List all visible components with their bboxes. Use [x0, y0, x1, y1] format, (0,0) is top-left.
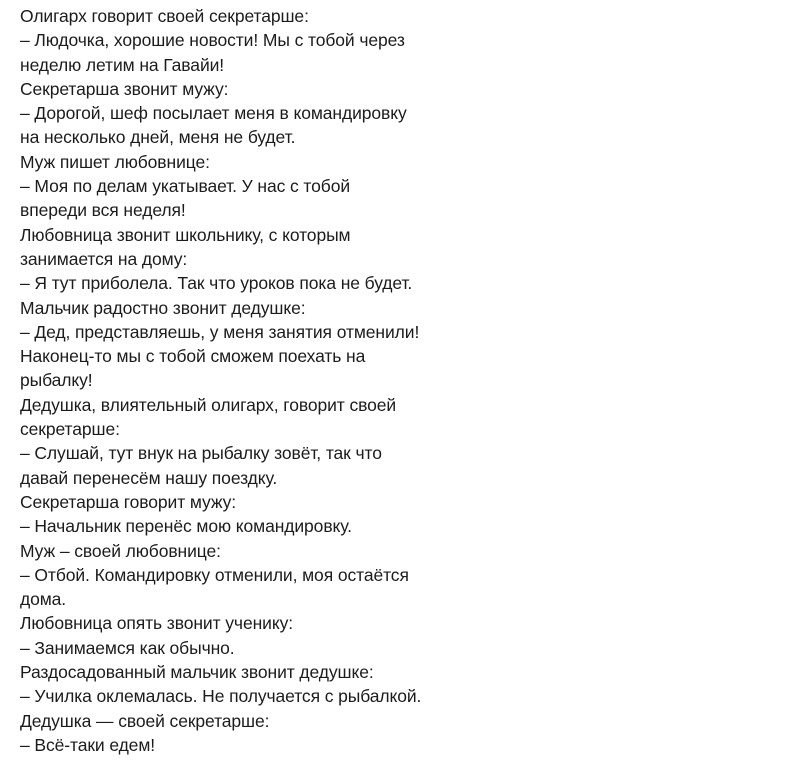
text-line: – Дорогой, шеф посылает меня в командировку: [20, 103, 407, 124]
text-line: давай перенесём нашу поездку.: [20, 467, 278, 488]
text-line: на несколько дней, меня не будет.: [20, 127, 296, 148]
text-line: дома.: [20, 589, 67, 610]
text-line: Наконец-то мы с тобой сможем поехать на: [20, 346, 366, 367]
text-line: Любовница звонит школьнику, с которым: [20, 224, 351, 245]
text-line: Муж пишет любовнице:: [20, 151, 210, 172]
text-line: Муж – своей любовнице:: [20, 540, 221, 561]
text-line: Секретарша говорит мужу:: [20, 491, 237, 512]
text-line: – Людочка, хорошие новости! Мы с тобой через: [20, 30, 405, 51]
text-line: Дедушка, влиятельный олигарх, говорит своей: [20, 394, 397, 415]
text-line: – Я тут приболела. Так что уроков пока не будет.: [20, 273, 413, 294]
text-line: Дедушка — своей секретарше:: [20, 710, 270, 731]
text-line: – Начальник перенёс мою командировку.: [20, 516, 352, 537]
text-line: Мальчик радостно звонит дедушке:: [20, 297, 306, 318]
text-line: – Всё-таки едем!: [20, 734, 156, 755]
text-line: Любовница опять звонит ученику:: [20, 613, 293, 634]
text-line: – Дед, представляешь, у меня занятия отменили!: [20, 321, 420, 342]
joke-text-block: [20, 4, 780, 757]
text-line: рыбалку!: [20, 370, 93, 391]
text-line: – Занимаемся как обычно.: [20, 637, 235, 658]
text-line: занимается на дому:: [20, 248, 188, 269]
text-line: – Моя по делам укатывает. У нас с тобой: [20, 176, 351, 197]
text-line: впереди вся неделя!: [20, 200, 186, 221]
text-line: Раздосадованный мальчик звонит дедушке:: [20, 662, 374, 683]
text-line: – Училка оклемалась. Не получается с рыбалкой.: [20, 686, 422, 707]
text-line: секретарше:: [20, 419, 120, 440]
text-line: – Отбой. Командировку отменили, моя остаётся: [20, 564, 409, 585]
text-line: Секретарша звонит мужу:: [20, 78, 229, 99]
text-line: – Слушай, тут внук на рыбалку зовёт, так что: [20, 443, 382, 464]
text-line: неделю летим на Гавайи!: [20, 54, 225, 75]
text-line: Олигарх говорит своей секретарше:: [20, 6, 309, 26]
